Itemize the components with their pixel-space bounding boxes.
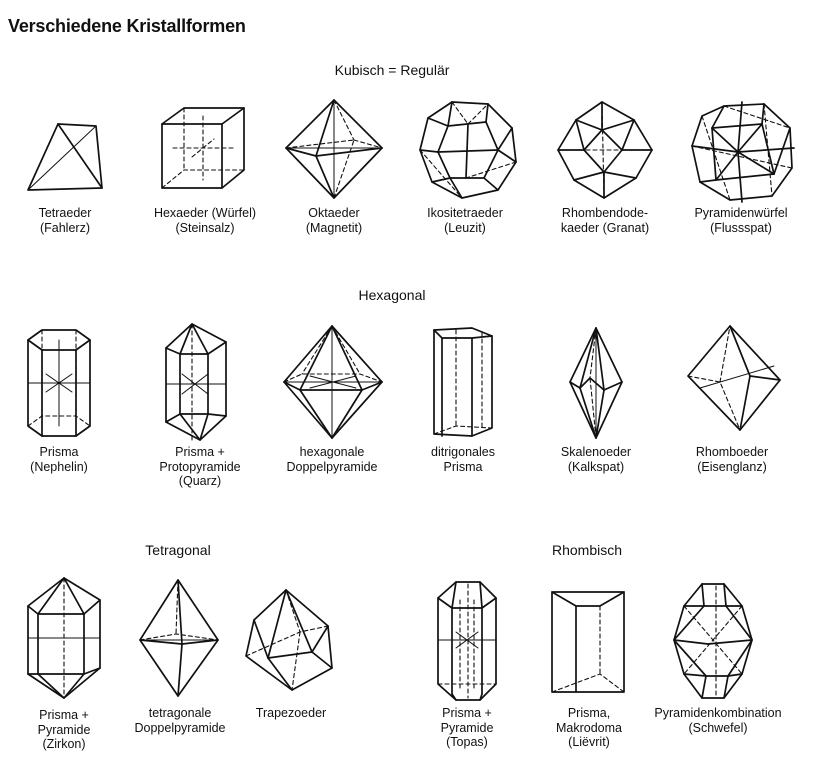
caption-prisma-pyramide-zirkon: Prisma + Pyramide (Zirkon) bbox=[37, 708, 91, 751]
crystal-skalenoeder-drawing bbox=[566, 326, 626, 440]
crystal-tetraeder-drawing bbox=[20, 118, 110, 194]
caption-prisma-nephelin: Prisma (Nephelin) bbox=[30, 445, 88, 474]
caption-tetragonale-doppelpyramide: tetragonale Doppelpyramide bbox=[134, 706, 226, 735]
caption-pyramidenwuerfel: Pyramidenwürfel (Flussspat) bbox=[694, 206, 788, 235]
caption-skalenoeder: Skalenoeder (Kalkspat) bbox=[560, 445, 632, 474]
caption-tetraeder: Tetraeder (Fahlerz) bbox=[38, 206, 92, 235]
section-title-rhombic: Rhombisch bbox=[551, 542, 623, 558]
caption-ikositetraeder: Ikositetraeder (Leuzit) bbox=[427, 206, 503, 235]
section-title-cubic: Kubisch = Regulär bbox=[334, 62, 450, 78]
caption-ditrigonales-prisma: ditrigonales Prisma bbox=[431, 445, 495, 474]
crystal-hexagonale-doppelpyramide-drawing bbox=[280, 324, 386, 440]
crystal-pyramidenkombination-drawing bbox=[672, 582, 754, 700]
caption-pyramidenkombination: Pyramidenkombination (Schwefel) bbox=[654, 706, 782, 735]
crystal-prisma-makrodoma-drawing bbox=[548, 588, 628, 696]
crystal-pyramidenwuerfel-drawing bbox=[690, 100, 796, 204]
caption-prisma-makrodoma: Prisma, Makrodoma (Liëvrit) bbox=[556, 706, 622, 749]
caption-hexaeder: Hexaeder (Würfel) (Steinsalz) bbox=[153, 206, 257, 235]
section-title-hexagonal: Hexagonal bbox=[358, 287, 426, 303]
caption-prisma-pyramide-topas: Prisma + Pyramide (Topas) bbox=[440, 706, 494, 749]
crystal-rhomboeder-drawing bbox=[686, 324, 786, 434]
crystal-hexaeder-drawing bbox=[158, 104, 248, 194]
crystal-rhombendodekaeder-drawing bbox=[556, 100, 654, 200]
caption-prisma-protopyramide: Prisma + Protopyramide (Quarz) bbox=[159, 445, 241, 488]
crystal-oktaeder-drawing bbox=[282, 98, 386, 202]
caption-oktaeder: Oktaeder (Magnetit) bbox=[305, 206, 363, 235]
crystal-ikositetraeder-drawing bbox=[418, 100, 518, 200]
crystal-tetragonale-doppelpyramide-drawing bbox=[136, 578, 222, 698]
caption-trapezoeder: Trapezoeder bbox=[255, 706, 327, 720]
crystal-trapezoeder-drawing bbox=[244, 588, 336, 692]
crystal-prisma-nephelin-drawing bbox=[24, 328, 94, 438]
section-title-tetragonal: Tetragonal bbox=[145, 542, 211, 558]
crystal-prisma-pyramide-zirkon-drawing bbox=[24, 576, 104, 702]
page-title: Verschiedene Kristallformen bbox=[8, 16, 246, 36]
crystal-prisma-pyramide-topas-drawing bbox=[434, 580, 500, 702]
caption-rhombendodekaeder: Rhombendode- kaeder (Granat) bbox=[560, 206, 650, 235]
crystal-ditrigonales-prisma-drawing bbox=[428, 326, 498, 438]
crystal-prisma-protopyramide-drawing bbox=[162, 322, 232, 442]
caption-hexagonale-doppelpyramide: hexagonale Doppelpyramide bbox=[286, 445, 378, 474]
caption-rhomboeder: Rhomboeder (Eisenglanz) bbox=[695, 445, 769, 474]
